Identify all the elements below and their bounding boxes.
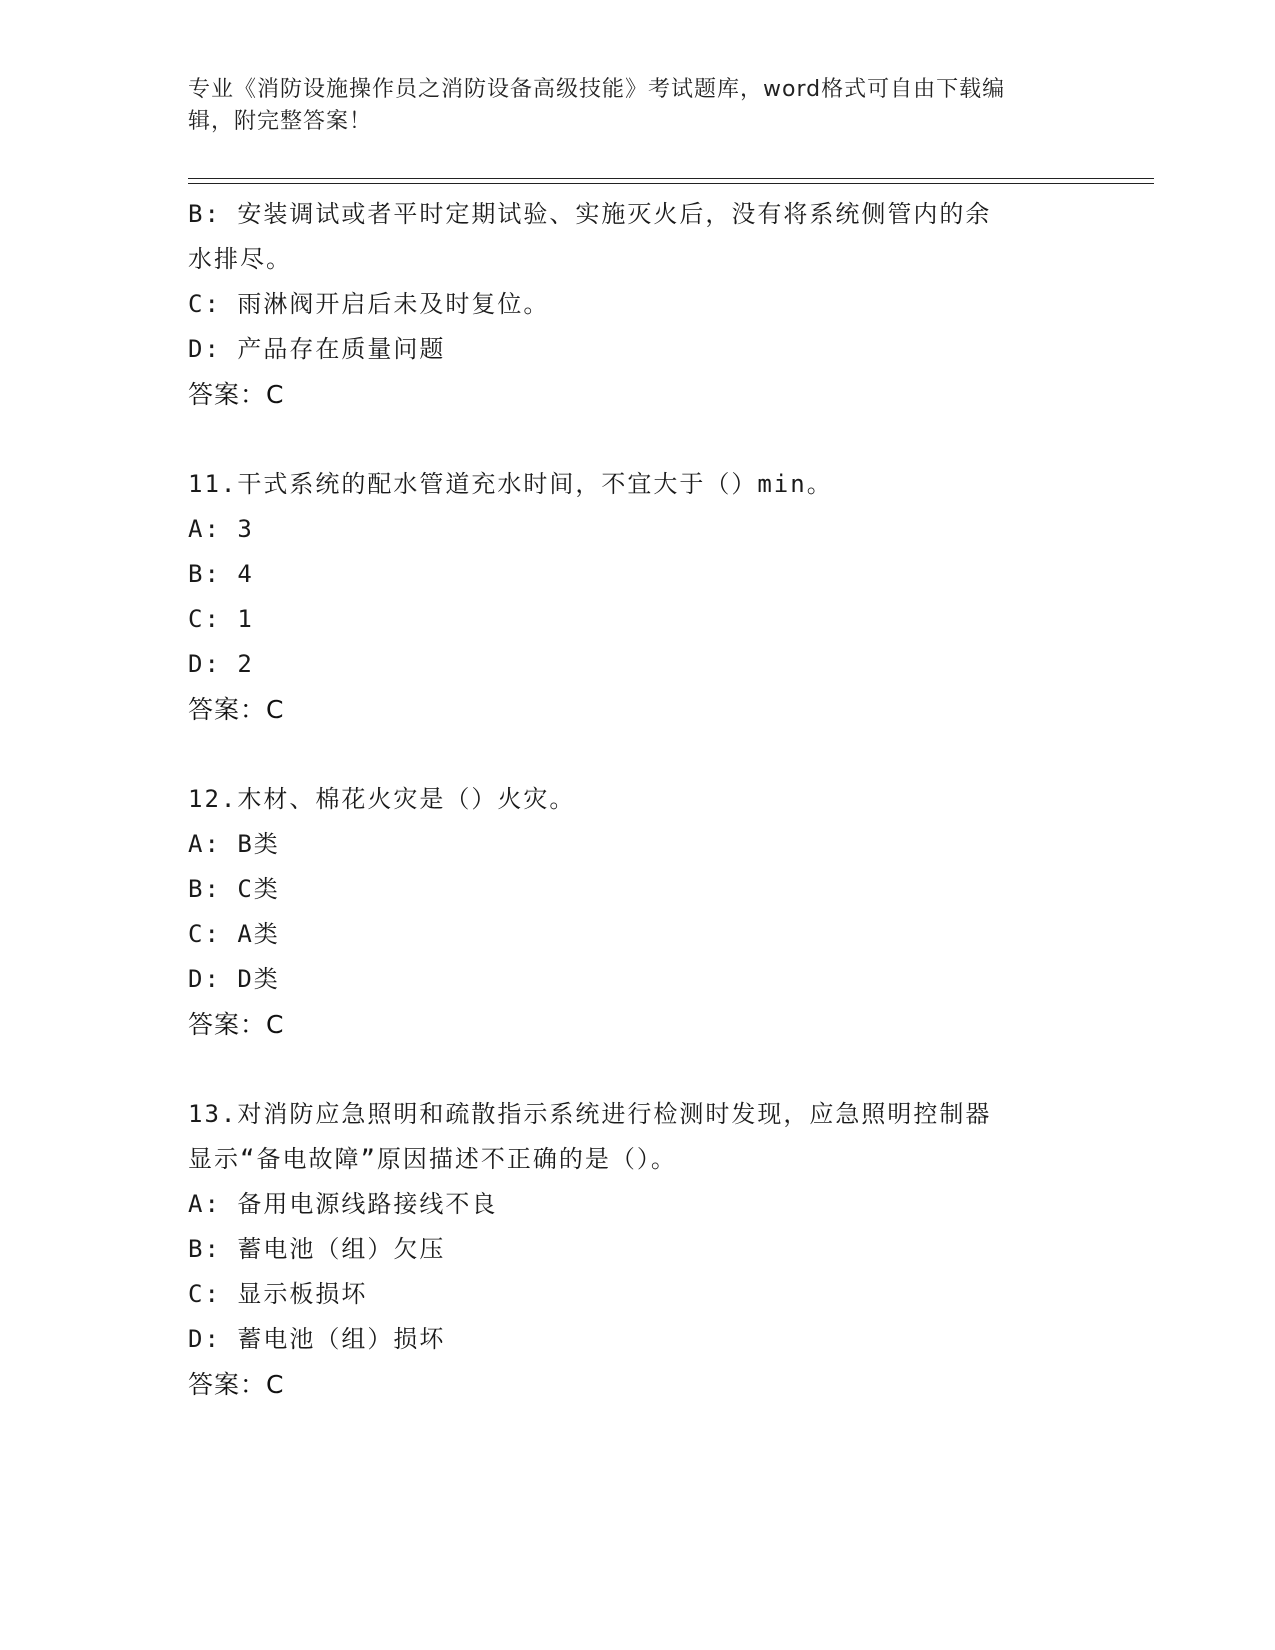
question-11 bbox=[188, 462, 1088, 732]
question-13 bbox=[188, 1092, 1088, 1407]
question-10-continued bbox=[188, 192, 1088, 417]
option-b: B: 蓄电池（组）欠压 bbox=[188, 1235, 446, 1263]
option-d: D: 蓄电池（组）损坏 bbox=[188, 1325, 446, 1353]
question-content bbox=[188, 192, 1088, 1407]
spacer bbox=[188, 417, 1088, 462]
answer: 答案：C bbox=[188, 380, 285, 409]
question-stem-line-2: 显示“备电故障”原因描述不正确的是（）。 bbox=[188, 1145, 677, 1173]
option-c: C: 显示板损坏 bbox=[188, 1280, 368, 1308]
option-d: D: 产品存在质量问题 bbox=[188, 335, 446, 363]
question-stem: 11.干式系统的配水管道充水时间，不宜大于（）min。 bbox=[188, 470, 833, 498]
option-a: A: 3 bbox=[188, 515, 254, 543]
option-d: D: 2 bbox=[188, 650, 254, 678]
option-b-line-1: B: 安装调试或者平时定期试验、实施灭火后，没有将系统侧管内的余 bbox=[188, 200, 992, 228]
option-c: C: A类 bbox=[188, 920, 280, 948]
option-b: B: 4 bbox=[188, 560, 254, 588]
spacer bbox=[188, 732, 1088, 777]
option-c: C: 雨淋阀开启后未及时复位。 bbox=[188, 290, 550, 318]
answer: 答案：C bbox=[188, 1370, 285, 1399]
option-d: D: D类 bbox=[188, 965, 280, 993]
question-12 bbox=[188, 777, 1088, 1047]
question-stem: 12.木材、棉花火灾是（）火灾。 bbox=[188, 785, 576, 813]
option-a: A: 备用电源线路接线不良 bbox=[188, 1190, 498, 1218]
option-c: C: 1 bbox=[188, 605, 254, 633]
header-divider-top bbox=[188, 178, 1154, 179]
option-a: A: B类 bbox=[188, 830, 280, 858]
header-line-2: 辑，附完整答案！ bbox=[188, 109, 373, 134]
answer: 答案：C bbox=[188, 1010, 285, 1039]
question-stem-line-1: 13.对消防应急照明和疏散指示系统进行检测时发现，应急照明控制器 bbox=[188, 1100, 992, 1128]
answer: 答案：C bbox=[188, 695, 285, 724]
option-b: B: C类 bbox=[188, 875, 280, 903]
header-divider-bottom bbox=[188, 183, 1154, 184]
document-header bbox=[188, 74, 1068, 138]
header-line-1: 专业《消防设施操作员之消防设备高级技能》考试题库，word格式可自由下载编 bbox=[188, 77, 1006, 102]
spacer bbox=[188, 1047, 1088, 1092]
option-b-line-2: 水排尽。 bbox=[188, 245, 292, 273]
